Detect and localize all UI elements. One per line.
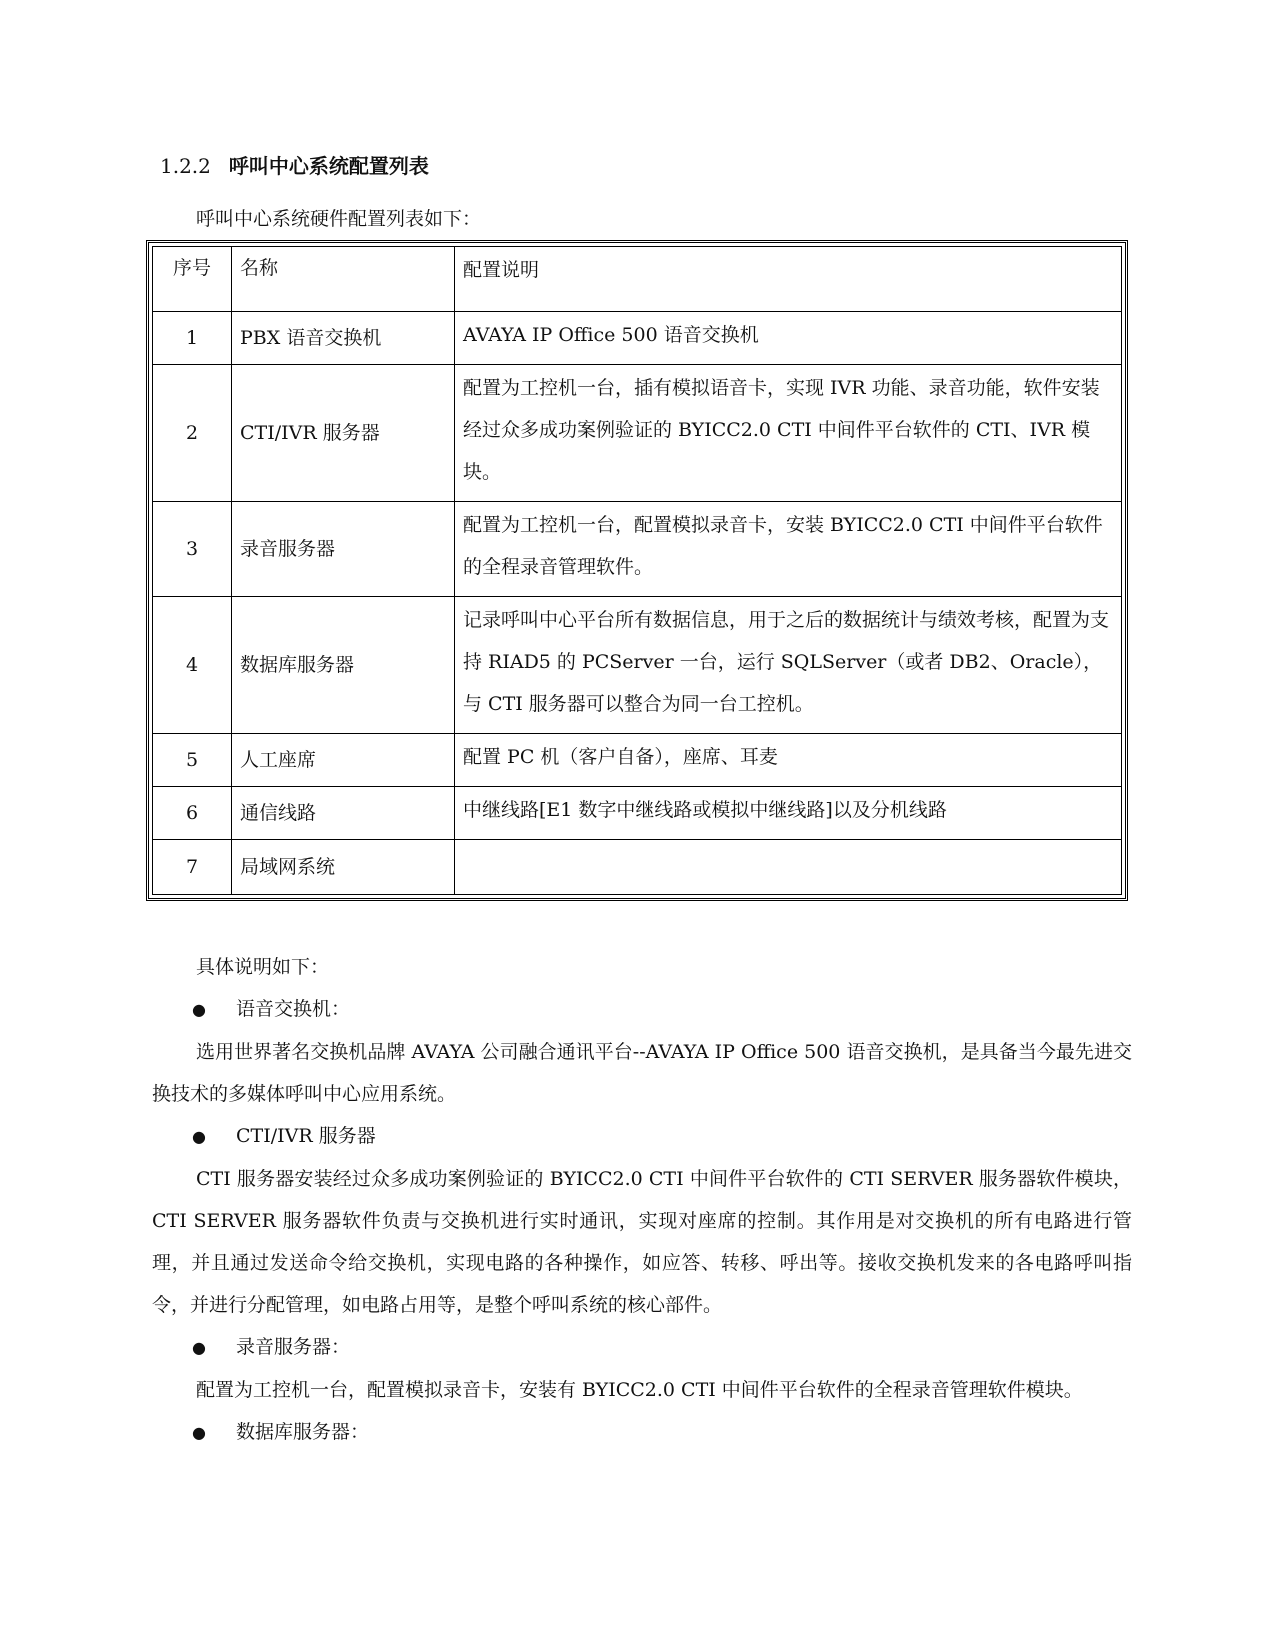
paragraph: CTI 服务器安装经过众多成功案例验证的 BYICC2.0 CTI 中间件平台软件的 CTI SERVER 服务器软件模块， CTI SERVER 服务器软件负责与交换机进行实时通讯，实现对座席的控制。其作用是对交换机的所有电路进行管理，并且通过发送命令给交换机，实现电路的各种操作，如应答、转移、呼出等。接收交换机发来的各电路呼叫指令，并进行分配管理，如电路占用等，是整个呼叫系统的核心部件。 — [152, 1168, 1132, 1316]
row-desc: 记录呼叫中心平台所有数据信息，用于之后的数据统计与绩效考核，配置为支持 RIAD5 的 PCServer 一台，运行 SQLServer（或者 DB2、Oracle），与 CTI 服务器可以整合为同一台工控机。 — [455, 597, 1122, 734]
row-no: 2 — [153, 365, 232, 502]
row-name: 人工座席 — [232, 734, 455, 787]
row-no: 7 — [153, 840, 232, 895]
section-number: 1.2.2 — [160, 154, 211, 178]
bullet-icon: ● — [192, 1423, 206, 1442]
bullet-icon: ● — [192, 1000, 206, 1019]
paragraph: 选用世界著名交换机品牌 AVAYA 公司融合通讯平台--AVAYA IP Office 500 语音交换机，是具备当今最先进交换技术的多媒体呼叫中心应用系统。 — [152, 1041, 1132, 1105]
row-name: 通信线路 — [232, 787, 455, 840]
row-desc: 配置为工控机一台，配置模拟录音卡，安装 BYICC2.0 CTI 中间件平台软件的全程录音管理软件。 — [455, 502, 1122, 597]
row-no: 4 — [153, 597, 232, 734]
row-desc: 配置为工控机一台，插有模拟语音卡，实现 IVR 功能、录音功能，软件安装经过众多成功案例验证的 BYICC2.0 CTI 中间件平台软件的 CTI、IVR 模块。 — [455, 365, 1122, 502]
intro-text: 呼叫中心系统硬件配置列表如下： — [196, 208, 482, 230]
bullet-item — [152, 988, 1132, 1031]
row-name: 数据库服务器 — [232, 597, 455, 734]
table-row — [153, 597, 1122, 734]
bullet-title: CTI/IVR 服务器 — [236, 1125, 376, 1147]
row-name: 局域网系统 — [232, 840, 455, 895]
bullet-item — [152, 1326, 1132, 1369]
section-heading — [160, 150, 429, 179]
bullet-icon: ● — [192, 1127, 206, 1146]
bullet-title: 录音服务器： — [236, 1336, 351, 1358]
row-no: 5 — [153, 734, 232, 787]
config-table — [152, 246, 1122, 895]
paragraph: 配置为工控机一台，配置模拟录音卡，安装有 BYICC2.0 CTI 中间件平台软件的全程录音管理软件模块。 — [196, 1379, 1083, 1401]
table-row — [153, 787, 1122, 840]
row-name: CTI/IVR 服务器 — [232, 365, 455, 502]
row-name: 录音服务器 — [232, 502, 455, 597]
table-header-row — [153, 247, 1122, 312]
bullet-title: 语音交换机： — [236, 998, 351, 1020]
row-no: 1 — [153, 312, 232, 365]
row-desc: 中继线路[E1 数字中继线路或模拟中继线路]以及分机线路 — [455, 787, 1122, 840]
row-no: 6 — [153, 787, 232, 840]
table-row — [153, 312, 1122, 365]
bullet-item — [152, 1115, 1132, 1158]
header-cell-no: 序号 — [153, 247, 232, 312]
body-text — [152, 946, 1132, 1454]
table-row — [153, 734, 1122, 787]
bullet-item — [152, 1411, 1132, 1454]
row-desc — [455, 840, 1122, 895]
table-row — [153, 840, 1122, 895]
row-name: PBX 语音交换机 — [232, 312, 455, 365]
table-row — [153, 502, 1122, 597]
bullet-icon: ● — [192, 1338, 206, 1357]
row-no: 3 — [153, 502, 232, 597]
row-desc: AVAYA IP Office 500 语音交换机 — [455, 312, 1122, 365]
header-cell-desc: 配置说明 — [455, 247, 1122, 312]
row-desc: 配置 PC 机（客户自备），座席、耳麦 — [455, 734, 1122, 787]
header-cell-name: 名称 — [232, 247, 455, 312]
table-row — [153, 365, 1122, 502]
section-title: 呼叫中心系统配置列表 — [228, 154, 429, 178]
bullet-title: 数据库服务器： — [236, 1421, 370, 1443]
body-lead: 具体说明如下： — [196, 956, 330, 978]
